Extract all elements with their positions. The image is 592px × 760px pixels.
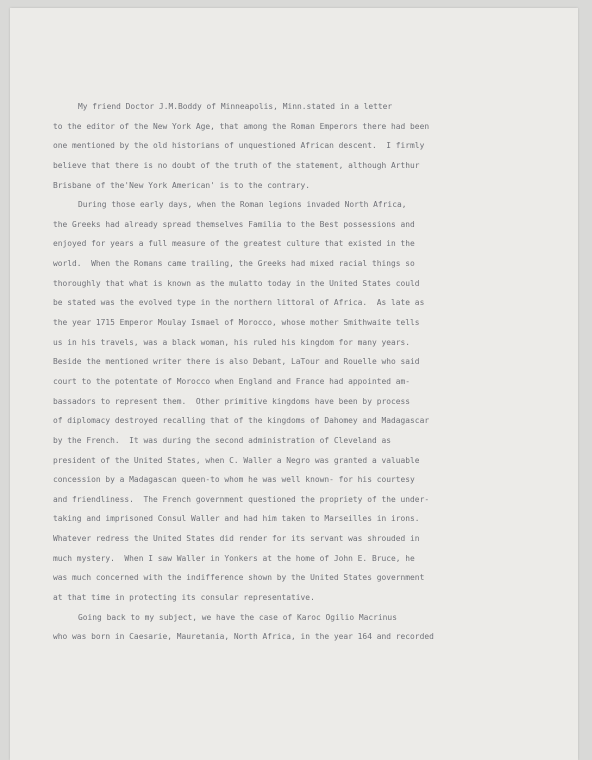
text-line: Brisbane of the'New York American' is to the contrary. [53,180,311,190]
text-line: was much concerned with the indifference shown by the United States government [53,573,425,583]
text-line: the year 1715 Emperor Moulay Ismael of Morocco, whose mother Smithwaite tells [53,318,420,328]
text-line: My friend Doctor J.M.Boddy of Minneapolis, Minn.stated in a letter [78,102,393,111]
text-line: who was born in Caesarie, Mauretania, North Africa, in the year 164 and recorded [53,632,434,642]
document-page [10,8,578,760]
text-line: us in his travels, was a black woman, his ruled his kingdom for many years. [53,337,411,347]
text-line: bassadors to represent them. Other primitive kingdoms have been by process [53,396,411,406]
text-line: one mentioned by the old historians of unquestioned African descent. I firmly [53,141,425,151]
text-line: be stated was the evolved type in the northern littoral of Africa. As late as [53,298,425,308]
text-line: to the editor of the New York Age, that among the Roman Emperors there had been [53,121,430,131]
text-line: court to the potentate of Morocco when England and France had appointed am- [53,376,411,386]
text-line: Whatever redress the United States did render for its servant was shrouded in [53,534,420,544]
text-line: thoroughly that what is known as the mulatto today in the United States could [53,278,420,288]
text-line: believe that there is no doubt of the truth of the statement, although Arthur [53,160,420,170]
text-line: and friendliness. The French government questioned the propriety of the under- [53,494,430,504]
text-line: enjoyed for years a full measure of the greatest culture that existed in the [53,239,415,249]
text-line: much mystery. When I saw Waller in Yonkers at the home of John E. Bruce, he [53,553,415,563]
text-line: president of the United States, when C. Waller a Negro was granted a valuable [53,455,420,465]
text-line: the Greeks had already spread themselves Familia to the Best possessions and [53,219,415,229]
text-line: taking and imprisoned Consul Waller and had him taken to Marseilles in irons. [53,514,420,524]
text-line: of diplomacy destroyed recalling that of the kingdoms of Dahomey and Madagascar [53,416,430,426]
typewritten-text-block [53,97,561,647]
text-line: concession by a Madagascan queen-to whom he was well known- for his courtesy [53,475,415,485]
text-line: by the French. It was during the second administration of Cleveland as [53,435,391,445]
text-line: at that time in protecting its consular representative. [53,593,315,603]
text-line: world. When the Romans came trailing, the Greeks had mixed racial things so [53,259,415,269]
text-line: Beside the mentioned writer there is also Debant, LaTour and Rouelle who said [53,357,420,367]
text-line: Going back to my subject, we have the case of Karoc Ogilio Macrinus [78,612,397,622]
text-line: During those early days, when the Roman legions invaded North Africa, [78,200,407,210]
